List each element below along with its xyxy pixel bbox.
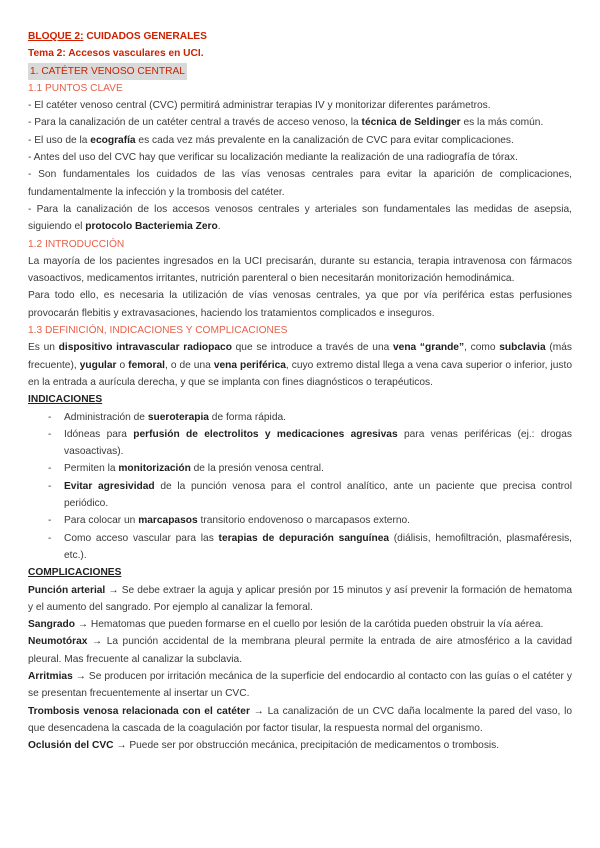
complicacion-term: Oclusión del CVC xyxy=(28,740,114,752)
introduccion-paragraph-2: Para todo ello, es necesaria la utilización de vías venosas centrales, ya que por vía periférica estas perfusiones provocarán flebitis y extravasaciones, haciendo los tratamientos complicados e inseguros. xyxy=(28,290,572,319)
puntos-clave-item: - El catéter venoso central (CVC) permitirá administrar terapias IV y monitorizar diferentes parámetros. xyxy=(28,100,491,112)
topic-title: Tema 2: Accesos vasculares en UCI. xyxy=(28,48,204,60)
indicaciones-item: - Permiten la monitorización de la presión venosa central. xyxy=(28,460,572,477)
complicaciones-list xyxy=(28,582,572,755)
definicion-paragraph: Es un dispositivo intravascular radiopaco que se introduce a través de una vena “grande”, como subclavia (más frecuente), yugular o femoral, o de una vena periférica, cuyo extremo distal llega a vena cava superior o inferior, justo en la entrada a aurícula derecha, y que se implanta con fines diagnósticos o terapéuticos. xyxy=(28,342,573,388)
puntos-clave-item: - Para la canalización de los accesos venosos centrales y arteriales son fundamentales las medidas de asepsia, siguiendo el protocolo Bacteriemia Zero. xyxy=(28,203,572,233)
arrow-right-icon: → xyxy=(249,705,268,717)
block-title xyxy=(28,28,572,45)
complicacion-item: Neumotórax → La punción accidental de la membrana pleural permite la entrada de aire atmosférico a la cavidad pleural. Mas frecuente al canalizar la subclavia. xyxy=(28,636,572,665)
complicacion-term: Neumotórax xyxy=(28,636,88,648)
block-label: BLOQUE 2: xyxy=(28,31,84,42)
indicaciones-list xyxy=(28,409,572,565)
indicaciones-item: - Administración de sueroterapia de forma rápida. xyxy=(28,409,572,426)
section-title: 1. CATÉTER VENOSO CENTRAL xyxy=(28,63,187,80)
complicacion-item: Oclusión del CVC → Puede ser por obstrucción mecánica, precipitación de medicamentos o trombosis. xyxy=(28,740,500,752)
complicacion-term: Trombosis venosa relacionada con el catéter xyxy=(28,705,250,717)
complicacion-term: Arritmias xyxy=(28,670,73,682)
definicion-heading: 1.3 DEFINICIÓN, INDICACIONES Y COMPLICACIONES xyxy=(28,325,288,337)
complicacion-item: Arritmias → Se producen por irritación mecánica de la superficie del endocardio al contacto con las guías o el catéter y se presentan frecuentemente al insertar un CVC. xyxy=(28,670,572,700)
complicacion-item: Punción arterial → Se debe extraer la aguja y aplicar presión por 15 minutos y así prevenir la formación de hematoma y el aumento del sangrado. Por ejemplo al canalizar la femoral. xyxy=(28,584,572,613)
indicaciones-item: - Idóneas para perfusión de electrolitos y medicaciones agresivas para venas periféricas (ej.: drogas vasoactivas). xyxy=(28,426,572,461)
arrow-right-icon: → xyxy=(87,636,107,648)
arrow-right-icon: → xyxy=(105,584,122,596)
section-title-wrap xyxy=(28,63,572,80)
complicacion-item: Trombosis venosa relacionada con el catéter → La canalización de un CVC daña localmente la pared del vaso, lo que desencadena la cascada de la coagulación por factor tisular, la respuesta normal del organismo. xyxy=(28,705,572,734)
puntos-clave-item: - Para la canalización de un catéter central a través de acceso venoso, la técnica de Seldinger es la más común. xyxy=(28,117,544,129)
puntos-clave-item: - Son fundamentales los cuidados de las vías venosas centrales para evitar la aparición de complicaciones, fundamentalmente la infección y la trombosis del catéter. xyxy=(28,169,572,198)
indicaciones-item: - Evitar agresividad de la punción venosa para el control analítico, ante un paciente que precisa control periódico. xyxy=(28,478,572,513)
puntos-clave-list xyxy=(28,97,572,235)
puntos-clave-heading: 1.1 PUNTOS CLAVE xyxy=(28,82,123,94)
indicaciones-item: - Para colocar un marcapasos transitorio endovenoso o marcapasos externo. xyxy=(28,512,572,529)
complicaciones-heading: COMPLICACIONES xyxy=(28,567,122,579)
puntos-clave-item: - El uso de la ecografía es cada vez más prevalente en la canalización de CVC para evitar complicaciones. xyxy=(28,134,514,146)
introduccion-paragraph-1: La mayoría de los pacientes ingresados en la UCI precisarán, durante su estancia, terapia intravenosa con fármacos vasoactivos, medicamentos irritantes, nutrición parenteral o bien necesitarán monitorización hemodinámica. xyxy=(28,255,572,285)
arrow-right-icon: → xyxy=(72,670,89,682)
introduccion-heading: 1.2 INTRODUCCIÓN xyxy=(28,238,125,250)
complicacion-term: Punción arterial xyxy=(28,584,106,596)
complicacion-term: Sangrado xyxy=(28,619,75,631)
puntos-clave-item: - Antes del uso del CVC hay que verificar su localización mediante la realización de una radiografía de tórax. xyxy=(28,152,518,164)
indicaciones-heading: INDICACIONES xyxy=(28,394,103,406)
complicacion-item: Sangrado → Hematomas que pueden formarse en el cuello por lesión de la carótida pueden obstruir la vía aérea. xyxy=(28,619,544,631)
arrow-right-icon: → xyxy=(113,740,130,752)
arrow-right-icon: → xyxy=(74,619,91,631)
indicaciones-item: - Como acceso vascular para las terapias de depuración sanguínea (diálisis, hemofiltración, plasmaféresis, etc.). xyxy=(28,530,572,565)
block-name: CUIDADOS GENERALES xyxy=(83,31,207,42)
